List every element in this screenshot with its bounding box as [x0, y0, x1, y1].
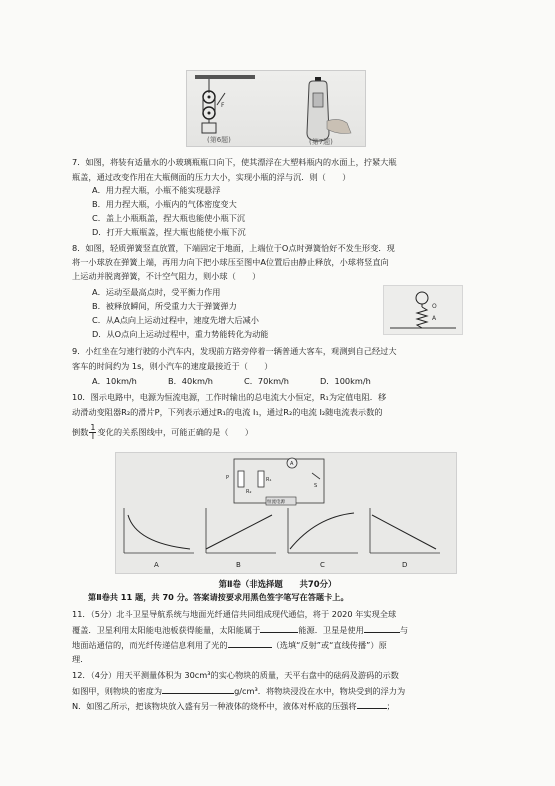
q11-line-2 — [72, 624, 408, 636]
q11-line-3-a: 地面站通信的，而光纤传递信息利用了光的 — [72, 640, 228, 650]
q12-line-3-a: N．如图乙所示，把该物块放入盛有另一种液体的烧杯中，液体对杯底的压强将 — [72, 701, 357, 711]
section-2-title: 第Ⅱ卷（非选择题 共70分） — [218, 579, 337, 589]
q8-line-2: 将一小球放在弹簧上端，再用力向下把小球压至图中A位置后由静止释放，小球将竖直向 — [72, 257, 389, 267]
q12-line-3-b: ； — [386, 701, 395, 711]
q9-line-2: 客车的时间约为 1s，则小汽车的速度最接近于（ ） — [72, 361, 273, 371]
q9-line-1: 9．小红坐在匀速行驶的小汽车内，发现前方路旁停着一辆普通大客车，观测到自己经过大 — [72, 346, 397, 356]
graph-c — [288, 508, 358, 569]
q12-line-2-a: 如图甲，则物块的密度为 — [72, 686, 163, 696]
q12-blank-2 — [357, 700, 387, 709]
circuit-graphs-svg — [116, 453, 456, 573]
svg-text:A: A — [432, 315, 437, 322]
q8-option-a: A．运动至最高点时，受平衡力作用 — [92, 287, 221, 297]
spring-figure — [383, 285, 463, 335]
svg-text:F: F — [221, 102, 225, 109]
circuit-diagram — [226, 458, 324, 505]
q10-line-3-suffix: 变化的关系图线中，可能正确的是（ ） — [97, 427, 254, 437]
q7-line-2: 瓶盖，通过改变作用在大瓶侧面的压力大小，实现小瓶的浮与沉．则（ ） — [72, 172, 351, 182]
q8-option-b: B．被释放瞬间，所受重力大于弹簧弹力 — [92, 301, 237, 311]
q11-line-2-b: 能源．卫星是使用 — [298, 625, 364, 635]
figure-7-caption: (第7题) — [309, 138, 333, 146]
slider-p-label: P — [226, 475, 230, 481]
graph-b — [206, 508, 276, 569]
rheostat-r2-icon — [238, 471, 244, 487]
circuit-and-graphs-figure — [115, 452, 457, 574]
reciprocal-fraction — [89, 424, 96, 441]
q12-line-2 — [72, 685, 405, 697]
q7-option-a: A．用力捏大瓶，小瓶不能实现悬浮 — [92, 185, 221, 195]
graph-d — [370, 508, 440, 569]
resistor-r1-label: R₁ — [266, 477, 272, 483]
fraction-denominator: I — [91, 432, 95, 441]
q11-line-2-a: 覆盖．卫星利用太阳能电池板获得能量，太阳能属于 — [72, 625, 261, 635]
section-2-note: 第Ⅱ卷共 11 题，共 70 分。答案请按要求用黑色签字笔写在答题卡上。 — [88, 592, 349, 602]
resistor-r1-icon — [258, 471, 264, 487]
q8-option-d: D．从O点向上运动过程中，重力势能转化为动能 — [92, 329, 269, 339]
q11-blank-1 — [260, 624, 298, 633]
q11-line-4: 理． — [72, 654, 89, 664]
q8-option-c: C．从A点向上运动过程中，速度先增大后减小 — [92, 315, 259, 325]
q12-line-2-b: g/cm³．将物块浸没在水中，物块受到的浮力为 — [234, 686, 406, 696]
graph-d-label: D — [402, 561, 408, 569]
figure-6-caption: (第6题) — [207, 136, 231, 144]
q9-option-c: C．70km/h — [244, 376, 289, 386]
q8-line-3: 上运动并脱离弹簧，不计空气阻力，则小球（ ） — [72, 271, 261, 281]
q9-option-d: D．100km/h — [320, 376, 371, 386]
q11-line-1: 11．（5分）北斗卫星导航系统与地面光纤通信共同组成现代通信，将于 2020 年实现全球 — [72, 609, 397, 619]
switch-icon — [312, 473, 320, 479]
graph-c-label: C — [320, 561, 325, 569]
q12-line-3 — [72, 700, 395, 712]
q7-option-d: D．打开大瓶瓶盖，捏大瓶也能使小瓶下沉 — [92, 227, 246, 237]
q12-blank-1 — [162, 685, 234, 694]
rheostat-r2-label: R₂ — [246, 489, 252, 495]
q9-option-b: B．40km/h — [168, 376, 213, 386]
q11-line-3-b: （选填“反射”或“直线传播”）原 — [271, 640, 387, 650]
q7-line-1: 7．如图，将装有适量水的小玻璃瓶瓶口向下，使其漂浮在大塑料瓶内的水面上，拧紧大瓶 — [72, 157, 397, 167]
graph-a-label: A — [154, 561, 159, 569]
q11-line-2-c: 与 — [399, 625, 409, 635]
q10-line-3 — [72, 421, 253, 443]
q12-line-1: 12．（4分）用天平测量体积为 30cm³的实心物块的质量，天平右盘中的砝码及游码的示数 — [72, 670, 399, 680]
q10-line-1: 10．图示电路中，电源为恒流电源，工作时输出的总电流大小恒定，R₁为定值电阻．移 — [72, 392, 387, 402]
q7-option-b: B．用力捏大瓶，小瓶内的气体密度变大 — [92, 199, 237, 209]
q8-line-1: 8．如图，轻质弹簧竖直放置，下端固定于地面，上端位于O点时弹簧恰好不发生形变．现 — [72, 243, 395, 253]
spring-diagram — [384, 286, 462, 334]
q11-line-3 — [72, 639, 387, 651]
q11-blank-3 — [228, 639, 272, 648]
switch-s-label: S — [314, 483, 318, 489]
q11-blank-2 — [364, 624, 400, 633]
figure-questions-6-7 — [186, 70, 366, 147]
graph-a — [124, 508, 194, 569]
q10-line-3-prefix: 倒数 — [72, 427, 89, 437]
svg-text:O: O — [432, 303, 437, 310]
q7-option-c: C．盖上小瓶瓶盖，捏大瓶也能使小瓶下沉 — [92, 213, 246, 223]
ammeter-label: A — [290, 461, 294, 467]
graph-b-label: B — [236, 561, 241, 569]
power-source-label: 恒流电源 — [267, 500, 285, 505]
fraction-numerator: 1 — [90, 423, 96, 432]
q10-line-2: 动滑动变阻器R₂的滑片P，下列表示通过R₁的电流 I₁，通过R₂的电流 I₂随电流表示数的 — [72, 407, 383, 417]
q9-option-a: A．10km/h — [92, 376, 137, 386]
